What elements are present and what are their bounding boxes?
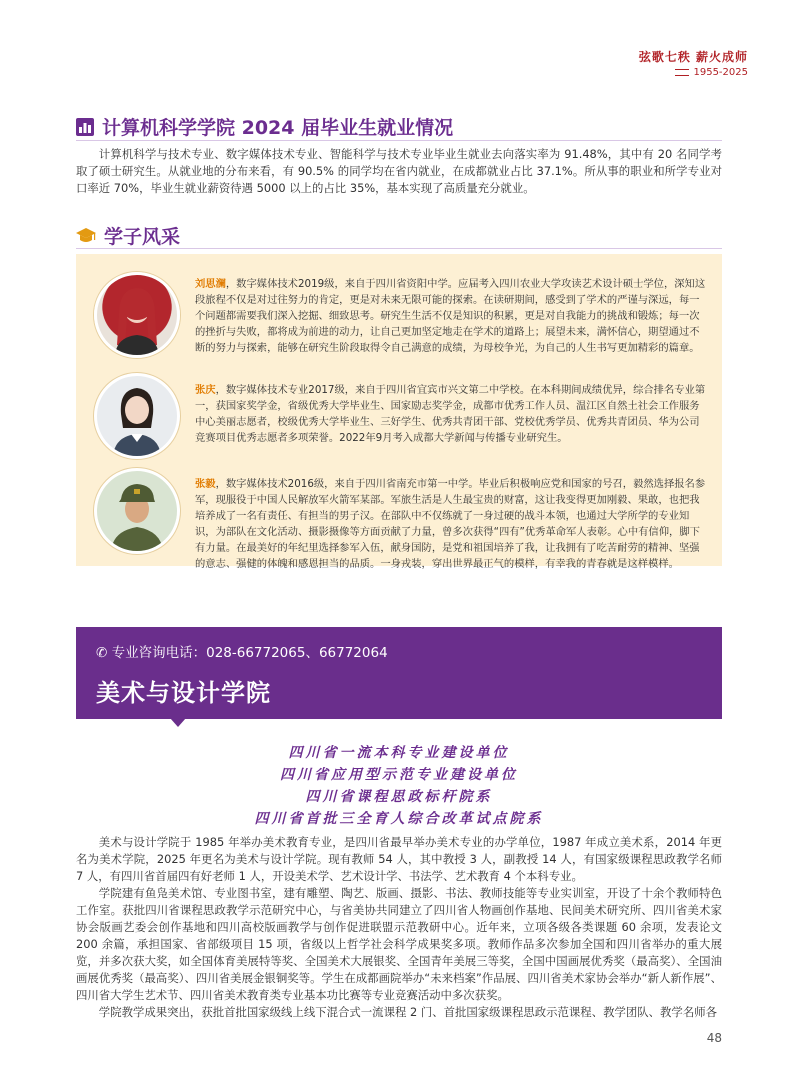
employment-body [76, 146, 722, 197]
employment-paragraph: 计算机科学与技术专业、数字媒体技术专业、智能科学与技术专业毕业生就业去向落实率为 91.48%，其中有 20 名同学考取了硕士研究生。从就业地的分布来看，有 90.5% 的同学均在省内就业，在成都就业占比 37.1%。所从事的职业和所学专业对口率近 70%，毕业生就业薪资待遇 5000 以上的占比 35%，基本实现了高质量充分就业。 [76, 147, 722, 195]
arts-paragraph: 学院教学成果突出，获批首批国家级线上线下混合式一流课程 2 门、首批国家级课程思政示范课程、教学团队、教学名师各 [98, 1005, 717, 1019]
employment-title: 计算机科学学院 2024 届毕业生就业情况 [102, 117, 454, 139]
students-heading [76, 222, 180, 249]
bar-chart-icon [76, 118, 94, 136]
profile-name: 刘思澜 [195, 278, 226, 290]
person-portrait-icon [97, 275, 177, 355]
brand-title: 弦歌七秩 薪火成师 [638, 50, 748, 64]
employment-heading [76, 113, 453, 140]
honor-item: 四川省首批三全育人综合改革试点院系 [254, 811, 544, 827]
employment-divider [76, 140, 722, 141]
arts-paragraph: 美术与设计学院于 1985 年举办美术教育专业，是四川省最早举办美术专业的办学单位，1987 年成立美术系，2014 年更名为美术学院，2025 年更名为美术与设计学院。现有教师 54 人，其中教授 3 人，副教授 14 人，有国家级课程思政教学名师 7 人，有四川省首届四有好老师 1 人，开设美术学、艺术设计学、书法学、艺术教育 4 个本科专业。 [76, 835, 722, 883]
profile-description: ，数字媒体技术专业2017级，来自于四川省宜宾市兴文第二中学校。在本科期间成绩优异，综合排名专业第一，获国家奖学金，省级优秀大学毕业生、国家励志奖学金，成都市优秀工作人员、温江区自然土社会工作服务中心美丽志愿者，校级优秀大学毕业生、三好学生、优秀共青团干部、党校优秀学员、优秀共青团员、华为公司竞赛项目优秀志愿者多项荣誉。2022年9月考入成都大学新闻与传播专业研究生。 [195, 384, 706, 444]
brand-header [639, 48, 748, 78]
avatar-photo [94, 272, 180, 358]
students-divider [76, 248, 722, 249]
profile-name: 张毅 [195, 478, 216, 490]
student-profiles-panel [76, 254, 722, 570]
profile-text [195, 476, 707, 572]
honor-item: 四川省应用型示范专业建设单位 [280, 767, 518, 783]
brand-years: 1955-2025 [693, 67, 748, 78]
brand-years-row [639, 67, 748, 78]
arts-paragraph: 学院建有鱼凫美术馆、专业图书室，建有雕塑、陶艺、版画、摄影、书法、教师技能等专业实训室，开设了十余个教师特色工作室。获批四川省课程思政教学示范研究中心，与省美协共同建立了四川省人物画创作基地、民间美术研究所、四川省美术家协会版画艺委会创作基地和四川高校版画教学与创作促进联盟示范教研中心。近年来，立项各级各类课题 60 余项，发表论文 200 余篇，承担国家、省部级项目 15 项，省级以上哲学社会科学成果奖多项。教师作品多次参加全国和四川省举办的重大展览，并多次获大奖，如全国体育美展特等奖、全国美术大展银奖、全国青年美展三等奖，全国中国画展优秀奖（最高奖）、全国油画展优秀奖（最高奖）、四川省美展金银铜奖等。学生在成都画院举办“未来档案”作品展、四川省美术家协会举办“新人新作展”、四川省大学生艺术节、四川省美术教育类专业基本功比赛等专业竞赛活动中多次获奖。 [76, 886, 722, 1002]
students-title: 学子风采 [104, 226, 181, 248]
arts-body [76, 834, 722, 1021]
consultation-phone: ✆ 专业咨询电话：028-66772065、66772064 [96, 645, 388, 661]
profile-name: 张庆 [195, 384, 216, 396]
banner-pointer [170, 718, 186, 727]
profile-description: ，数字媒体技术2019级，来自于四川省资阳中学。应届考入四川农业大学攻读艺术设计硕士学位，深知这段旅程不仅是对过往努力的肯定，更是对未来无限可能的探索。在读研期间，感受到了学术的严谨与深远，每一个问题都需要我们深入挖掘、细致思考。研究生生活不仅是知识的积累，更是对自我能力的挑战和锻炼；每一次的挫折与失败，都将成为前进的动力，让自己更加坚定地走在学术的道路上；展望未来，满怀信心，期望通过不断的努力与探索，能够在研究生阶段取得令自己满意的成绩，为母校争光，为自己的人生书写更加精彩的篇章。 [195, 278, 706, 354]
honor-item: 四川省课程思政标杆院系 [305, 789, 493, 805]
honor-item: 四川省一流本科专业建设单位 [288, 745, 510, 761]
honors-list [76, 742, 722, 830]
avatar-photo [94, 468, 180, 554]
ornament-lines-icon [675, 69, 689, 76]
profile-text [195, 276, 707, 356]
arts-college-banner [76, 627, 722, 719]
person-portrait-icon [97, 376, 177, 456]
soldier-portrait-icon [97, 471, 177, 551]
avatar-photo [94, 373, 180, 459]
page-number: 48 [706, 1031, 722, 1045]
profile-text [195, 382, 707, 446]
graduation-cap-icon [76, 227, 96, 245]
profile-description: ，数字媒体技术2016级，来自于四川省南充市第一中学。毕业后积极响应党和国家的号召，毅然选择报名参军，现服役于中国人民解放军火箭军某部。军旅生活是人生最宝贵的财富，这让我变得更加刚毅、果敢，也把我培养成了一名有责任、有担当的男子汉。在部队中不仅练就了一身过硬的战斗本领，也通过大学所学的专业知识，为部队在文化活动、摄影摄像等方面贡献了力量，曾多次获得“四有”优秀革命军人表彰。心中有信仰，脚下有力量。在最美好的年纪里选择参军入伍，献身国防，是党和祖国培养了我，让我拥有了吃苦耐劳的精神、坚强的意志、强健的体魄和感恩担当的品质。一身戎装，穿出世界最正气的模样，有幸我的青春就是这样模样。 [195, 478, 706, 570]
college-name: 美术与设计学院 [96, 679, 271, 707]
